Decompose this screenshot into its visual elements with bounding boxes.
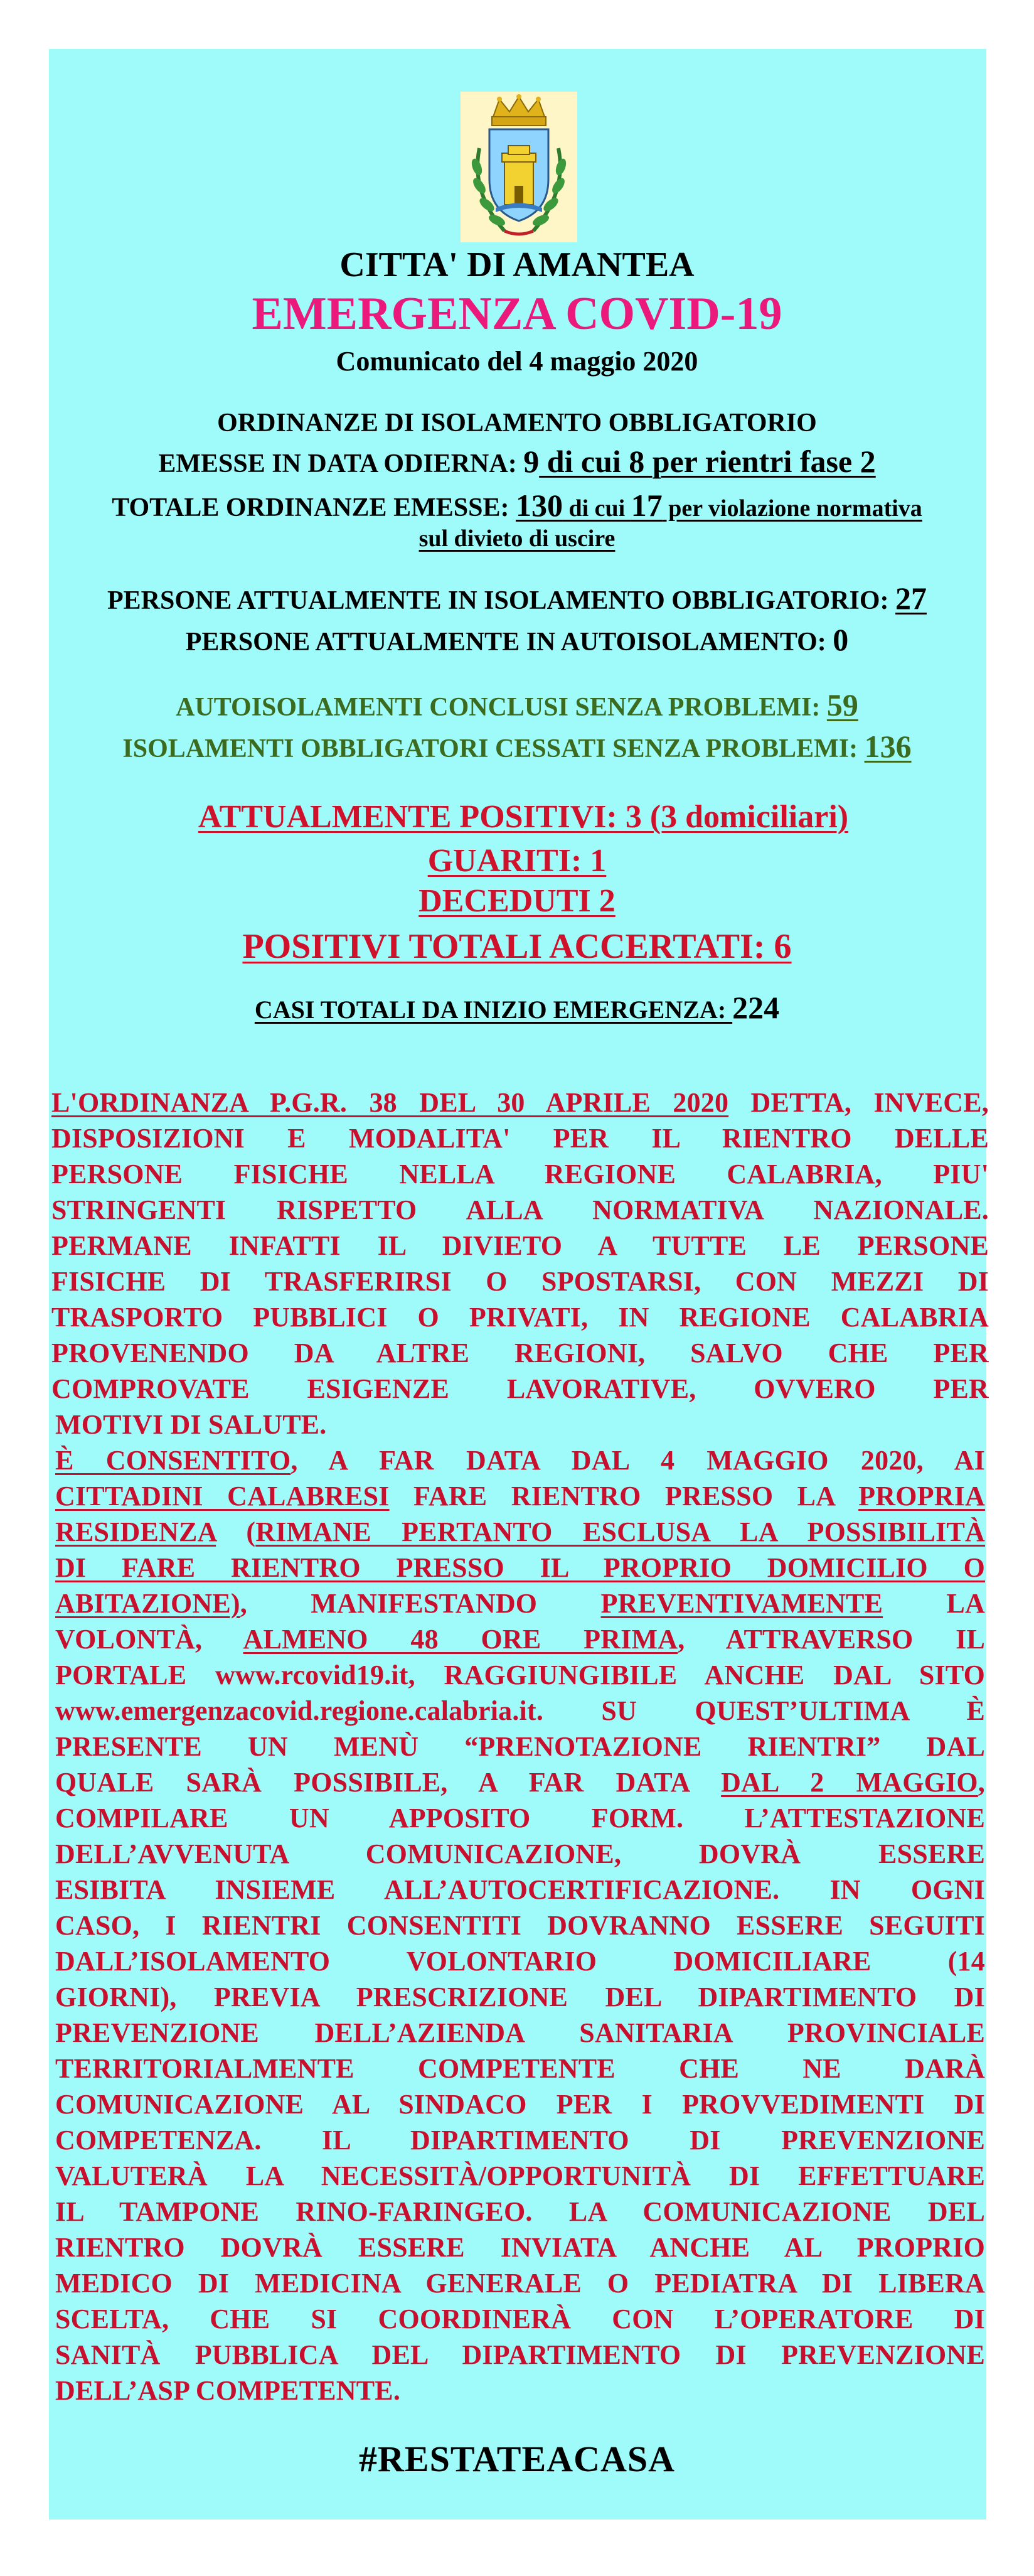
isolamento-auto-value: 0: [833, 622, 849, 657]
paragraph2-line-7: PORTALE www.rcovid19.it, RAGGIUNGIBILE ANCHE DAL SITO: [55, 1660, 985, 1690]
paragraph1-line-1: [51, 1085, 989, 1120]
paragraph1-line-10: MOTIVI DI SALUTE.: [55, 1409, 327, 1440]
isolamento-obbligatorio-value: 27: [895, 581, 927, 616]
guariti: GUARITI: 1: [427, 843, 607, 879]
paragraph2-line-10-end: ,: [978, 1767, 985, 1798]
paragraph2-line-6: [55, 1621, 985, 1657]
esclusa-emphasis: RIMANE PERTANTO ESCLUSA LA POSSIBILITÀ: [255, 1516, 985, 1547]
ordinanze-violation-value: 17: [631, 488, 663, 523]
paragraph2-line-6-text: VOLONTÀ,: [55, 1624, 243, 1655]
paragraph2-line-1: [55, 1442, 985, 1478]
paragraph2-line-10-text: QUALE SARÀ POSSIBILE, A FAR DATA: [55, 1767, 722, 1798]
autoisolamenti-conclusi-value: 59: [826, 687, 858, 722]
paragraph2-line-20: COMPETENZA. IL DIPARTIMENTO DI PREVENZIONE: [55, 2125, 985, 2155]
paragraph2-line-18: TERRITORIALMENTE COMPETENTE CHE NE DARÀ: [55, 2053, 985, 2084]
ordinanze-violation-detail: per violazione normativa: [662, 495, 922, 522]
isolamento-obbligatorio-label: PERSONE ATTUALMENTE IN ISOLAMENTO OBBLIGATORIO:: [107, 586, 895, 615]
cittadini-calabresi-emphasis: CITTADINI CALABRESI: [55, 1481, 390, 1511]
paragraph2-line-8: www.emergenzacovid.regione.calabria.it. SU QUEST’ULTIMA È: [55, 1695, 985, 1726]
paragraph1-line-3: PERSONE FISICHE NELLA REGIONE CALABRIA, PIU': [51, 1159, 989, 1189]
paragraph1-line-7: TRASPORTO PUBBLICI O PRIVATI, IN REGIONE CALABRIA: [51, 1302, 989, 1333]
consentito-emphasis: È CONSENTITO: [55, 1445, 291, 1476]
paragraph2-line-5: [55, 1586, 985, 1621]
autoisolamenti-conclusi-label: AUTOISOLAMENTI CONCLUSI SENZA PROBLEMI:: [176, 693, 827, 722]
communique-date: Comunicato del 4 maggio 2020: [336, 346, 698, 377]
residenza-emphasis: RESIDENZA: [55, 1516, 216, 1547]
paragraph2-line-11: COMPILARE UN APPOSITO FORM. L’ATTESTAZIONE: [55, 1803, 985, 1833]
paragraph2-line-17: PREVENZIONE DELL’AZIENDA SANITARIA PROVINCIALE: [55, 2017, 985, 2048]
paragraph2-line-2-text: FARE RIENTRO PRESSO LA: [389, 1481, 859, 1511]
paragraph2-line-2: [55, 1478, 985, 1514]
preventivamente-emphasis: PREVENTIVAMENTE: [600, 1588, 883, 1619]
propria-emphasis: PROPRIA: [858, 1481, 985, 1511]
paragraph2-line-27: DELL’ASP COMPETENTE.: [55, 2375, 401, 2406]
isolamento-obbligatorio: [0, 580, 1034, 616]
paragraph2-line-22: IL TAMPONE RINO-FARINGEO. LA COMUNICAZIONE DEL: [55, 2196, 985, 2227]
paragraph1-line-6: FISICHE DI TRASFERIRSI O SPOSTARSI, CON MEZZI DI: [51, 1266, 989, 1297]
page-title: EMERGENZA COVID-19: [252, 288, 782, 340]
ordinanze-today-label: EMESSE IN DATA ODIERNA:: [158, 449, 524, 478]
paragraph1-line-1-text: DETTA, INVECE,: [728, 1087, 989, 1118]
ordinanza-reference: L'ORDINANZA P.G.R. 38 DEL 30 APRILE 2020: [51, 1087, 729, 1118]
isolamenti-cessati-value: 136: [864, 729, 912, 764]
isolamento-auto: [0, 621, 1034, 658]
positivi-totali: POSITIVI TOTALI ACCERTATI: 6: [242, 927, 792, 966]
paragraph2-line-23: RIENTRO DOVRÀ ESSERE INVIATA ANCHE AL PROPRIO: [55, 2232, 985, 2263]
ordinanze-today-value: 9: [523, 444, 540, 479]
paragraph1-line-5: PERMANE INFATTI IL DIVIETO A TUTTE LE PERSONE: [51, 1230, 989, 1261]
paragraph2-line-25: SCELTA, CHE SI COORDINERÀ CON L’OPERATORE DI: [55, 2304, 985, 2334]
casi-totali-value: 224: [732, 990, 780, 1025]
isolamento-auto-label: PERSONE ATTUALMENTE IN AUTOISOLAMENTO:: [185, 628, 833, 657]
ordinanze-violation-detail-2: sul divieto di uscire: [418, 525, 616, 552]
paragraph2-line-24: MEDICO DI MEDICINA GENERALE O PEDIATRA DI LIBERA: [55, 2268, 985, 2299]
paragraph2-line-10: [55, 1764, 985, 1800]
attualmente-positivi: ATTUALMENTE POSITIVI: 3 (3 domiciliari): [198, 799, 849, 835]
paragraph2-line-15: DALL’ISOLAMENTO VOLONTARIO DOMICILIARE (14: [55, 1946, 985, 1977]
deceduti: DECEDUTI 2: [418, 883, 616, 919]
paragraph1-line-8: PROVENENDO DA ALTRE REGIONI, SALVO CHE PER: [51, 1338, 989, 1368]
isolamenti-cessati: [0, 728, 1034, 765]
city-coat-of-arms-icon: [461, 92, 577, 242]
paragraph2-line-5-end: LA: [883, 1588, 985, 1619]
isolamenti-cessati-label: ISOLAMENTI OBBLIGATORI CESSATI SENZA PROBLEMI:: [122, 734, 865, 763]
almeno-48-ore-emphasis: ALMENO 48 ORE PRIMA: [243, 1624, 678, 1655]
paragraph2-line-4: DI FARE RIENTRO PRESSO IL PROPRIO DOMICILIO O: [55, 1552, 985, 1583]
casi-totali: [0, 989, 1034, 1026]
casi-totali-label: CASI TOTALI DA INIZIO EMERGENZA:: [254, 996, 733, 1024]
paragraph2-line-26: SANITÀ PUBBLICA DEL DIPARTIMENTO DI PREVENZIONE: [55, 2339, 985, 2370]
restate-a-casa-hashtag: #RESTATEACASA: [359, 2439, 675, 2479]
ordinanze-total: [0, 487, 1034, 523]
paragraph2-line-19: COMUNICAZIONE AL SINDACO PER I PROVVEDIMENTI DI: [55, 2089, 985, 2120]
paragraph1-line-4: STRINGENTI RISPETTO ALLA NORMATIVA NAZIONALE.: [51, 1194, 989, 1225]
dal-2-maggio-emphasis: DAL 2 MAGGIO: [721, 1767, 978, 1798]
paragraph2-line-3-text: (: [216, 1516, 256, 1547]
abitazione-emphasis: ABITAZIONE): [55, 1588, 240, 1619]
paragraph2-line-5-text: , MANIFESTANDO: [240, 1588, 601, 1619]
ordinanze-total-value: 130: [515, 488, 563, 523]
paragraph2-line-3: [55, 1514, 985, 1550]
paragraph2-line-13: ESIBITA INSIEME ALL’AUTOCERTIFICAZIONE. IN OGNI: [55, 1874, 985, 1905]
paragraph2-line-6-end: , ATTRAVERSO IL: [678, 1624, 985, 1655]
ordinanze-today: [0, 443, 1034, 480]
paragraph2-line-16: GIORNI), PREVIA PRESCRIZIONE DEL DIPARTIMENTO DI: [55, 1982, 985, 2012]
paragraph2-line-14: CASO, I RIENTRI CONSENTITI DOVRANNO ESSERE SEGUITI: [55, 1910, 985, 1941]
ordinanze-total-label: TOTALE ORDINANZE EMESSE:: [112, 493, 516, 522]
ordinanze-total-sep: di cui: [562, 495, 631, 522]
paragraph2-line-9: PRESENTE UN MENÙ “PRENOTAZIONE RIENTRI” DAL: [55, 1731, 985, 1762]
paragraph1-line-9: COMPROVATE ESIGENZE LAVORATIVE, OVVERO PER: [51, 1373, 989, 1404]
city-name: CITTA' DI AMANTEA: [339, 245, 695, 284]
paragraph2-line-12: DELL’AVVENUTA COMUNICAZIONE, DOVRÀ ESSERE: [55, 1838, 985, 1869]
paragraph2-line-1-text: , A FAR DATA DAL 4 MAGGIO 2020, AI: [290, 1445, 985, 1476]
ordinanze-heading: ORDINANZE DI ISOLAMENTO OBBLIGATORIO: [217, 409, 817, 437]
ordinanze-today-detail: di cui 8 per rientri fase 2: [539, 444, 876, 479]
paragraph2-line-21: VALUTERÀ LA NECESSITÀ/OPPORTUNITÀ DI EFFETTUARE: [55, 2160, 985, 2191]
paragraph1-line-2: DISPOSIZIONI E MODALITA' PER IL RIENTRO DELLE: [51, 1123, 989, 1154]
autoisolamenti-conclusi: [0, 687, 1034, 723]
